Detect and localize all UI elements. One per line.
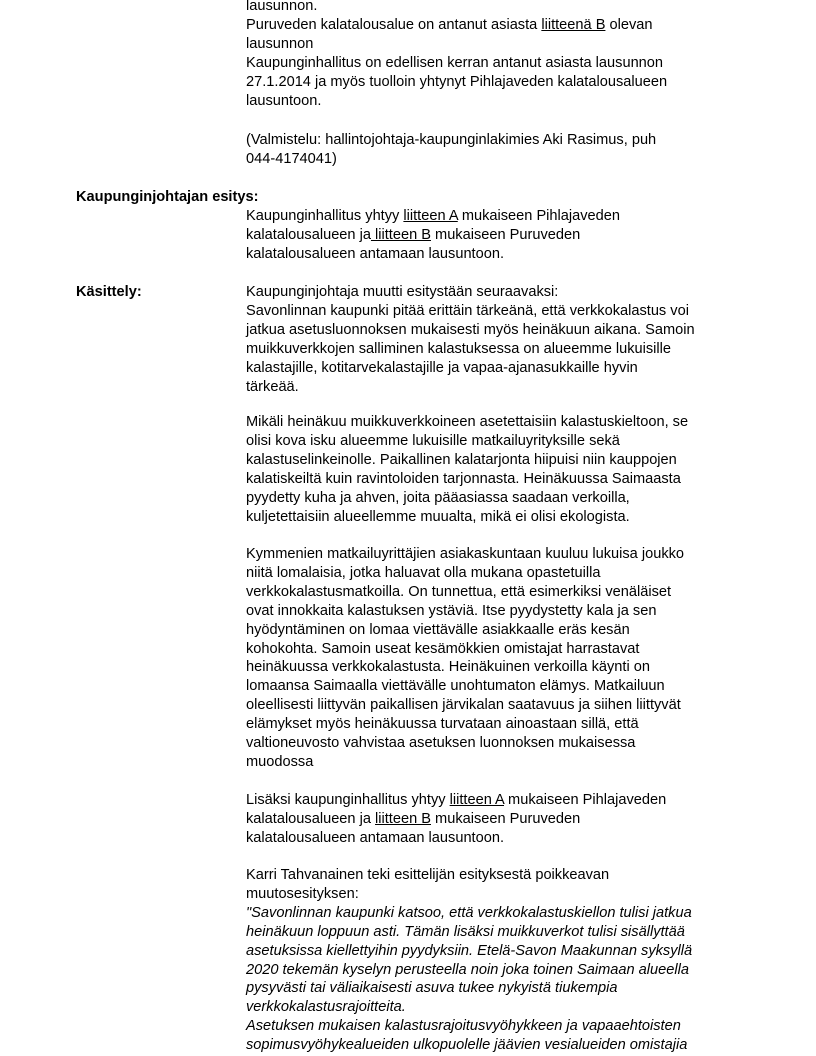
text-line: lomaansa Saimaalla viettävälle unohtumaton elämys. Matkailuun [246,678,665,695]
text-line: kohokohta. Samoin useat kesämökkien omistajat harrastavat [246,640,640,657]
attachment-b-link[interactable]: liitteenä B [541,16,606,33]
text-line: kalastuselinkeinolle. Paikallinen kalatarjonta hiipuisi niin kauppojen [246,451,677,468]
text-line: jatkua asetusluonnoksen mukaisesti myös heinäkuun aikana. Samoin [246,321,695,338]
attachment-b-link[interactable]: liitteen B [370,226,431,243]
text-line: (Valmistelu: hallintojohtaja-kaupunginlakimies Aki Rasimus, puh [246,132,657,148]
text-line: Karri Tahvanainen teki esittelijän esityksestä poikkeavan [246,867,610,883]
text-line: Kaupunginjohtaja muutti esitystään seuraavaksi: [246,284,559,300]
text-line: kalatiskeiltä kuin ravintoloiden tarjonnasta. Heinäkuussa Saimaasta [246,470,681,487]
text-line: kalatalousalueen antamaan lausuntoon. [246,245,505,262]
text-line: muikkuverkkojen salliminen kalastuksessa on alueemme lukuisille [246,340,672,357]
attachment-b-link[interactable]: liitteen B [375,810,431,827]
text-line: niitä lomalaisia, jotka haluavat olla mukana opastetuilla [246,564,601,581]
text-line: oleellisesti liittyvän paikallisen järvikalan saatavuus ja siihen liittyvät [246,697,681,714]
quote-line: verkkokalastusrajoitteita. [246,999,406,1016]
intro-paragraph [246,0,746,110]
text-line: heinäkuussa verkkokalastusta. Heinäkuinen verkoilla käynti on [246,659,650,676]
text-line: valtioneuvosto vahvistaa asetuksen luonnoksen mukaisessa [246,735,636,752]
text-line: verkkokalastusmatkoilla. On tunnettua, että esimerkiksi venäläiset [246,583,672,600]
text-line: kalastajille, kotitarvekalastajille ja vapaa-ajanasukkaille hyvin [246,359,638,376]
handling-paragraph-1 [246,283,746,396]
text-line: hyödyntäminen on lomaa viettävälle asiakkaalle eräs kesän [246,621,630,638]
attachment-a-link[interactable]: liitteen A [403,208,458,224]
text-line: Kaupunginhallitus yhtyy liitteen A mukaiseen Pihlajaveden [246,208,621,224]
text-line: muutosesityksen: [246,885,359,902]
text-line: 27.1.2014 ja myös tuolloin yhtynyt Pihlajaveden kalatalousalueen [246,73,668,90]
text-line: kalatalousalueen ja liitteen B mukaiseen Puruveden [246,226,581,243]
text-line: Savonlinnan kaupunki pitää erittäin tärkeänä, että verkkokalastus voi [246,302,689,319]
text-line: Kaupunginhallitus on edellisen kerran antanut asiasta lausunnon [246,54,664,71]
text-line: tärkeää. [246,378,299,395]
handling-paragraph-3 [246,545,746,772]
text-line: kalatalousalueen ja liitteen B mukaiseen Puruveden [246,810,581,827]
quote-line: "Savonlinnan kaupunki katsoo, että verkkokalastuskiellon tulisi jatkua [246,904,692,921]
text-line: lausunnon. [246,0,318,14]
quote-line: Asetuksen mukaisen kalastusrajoitusvyöhykkeen ja vapaaehtoisten [246,1018,681,1035]
text-line: pyydetty kuha ja ahven, joita pääasiassa saadaan verkoilla, [246,489,630,506]
text-line: kalatalousalueen antamaan lausuntoon. [246,829,505,846]
text-line: muodossa [246,753,314,770]
text-line: ovat innokkaita kalastuksen ystäviä. Itse pyydystetty kala ja sen [246,602,657,619]
handling-paragraph-4 [246,791,746,848]
text-line: lausunnon [246,35,314,52]
proposal-heading: Kaupunginjohtajan esitys: [76,189,259,205]
text-line: Puruveden kalatalousalue on antanut asiasta liitteenä B olevan [246,16,653,33]
handling-paragraph-2 [246,413,746,526]
text-line: lausuntoon. [246,92,322,109]
quote-line: pysyvästi tai väliaikaisesti asuva tukee nykyistä tiukempia [246,980,618,997]
quote-line: asetuksissa kiellettyihin pyydyksiin. Etelä-Savon Maakunnan syksyllä [246,942,693,959]
quote-line: heinäkuun loppuun asti. Tämän lisäksi muikkuverkot tulisi sisällyttää [246,923,685,940]
preparer-note [246,131,746,169]
handling-paragraph-5 [246,866,746,1055]
text-line: olisi kova isku alueemme lukuisille matkailuyrityksille sekä [246,432,620,449]
text-line: Lisäksi kaupunginhallitus yhtyy liitteen A mukaiseen Pihlajaveden [246,792,667,808]
proposal-paragraph [246,207,746,264]
quote-line: sopimusvyöhykealueiden ulkopuolelle jäävien vesialueiden omistajia [246,1037,688,1054]
attachment-a-link[interactable]: liitteen A [449,792,504,808]
text-line: elämykset myös heinäkuussa turvataan ainoastaan sillä, että [246,716,639,733]
quote-line: 2020 tekemän kyselyn perusteella noin joka toinen Saimaan alueella [246,961,689,978]
text-line: kuljetettaisiin alueellemme muualta, mikä ei olisi ekologista. [246,508,630,525]
text-line: 044-4174041) [246,150,337,167]
text-line: Kymmenien matkailuyrittäjien asiakaskuntaan kuuluu lukuisa joukko [246,546,685,562]
handling-heading: Käsittely: [76,284,142,300]
text-line: Mikäli heinäkuu muikkuverkkoineen asetettaisiin kalastuskieltoon, se [246,414,689,430]
